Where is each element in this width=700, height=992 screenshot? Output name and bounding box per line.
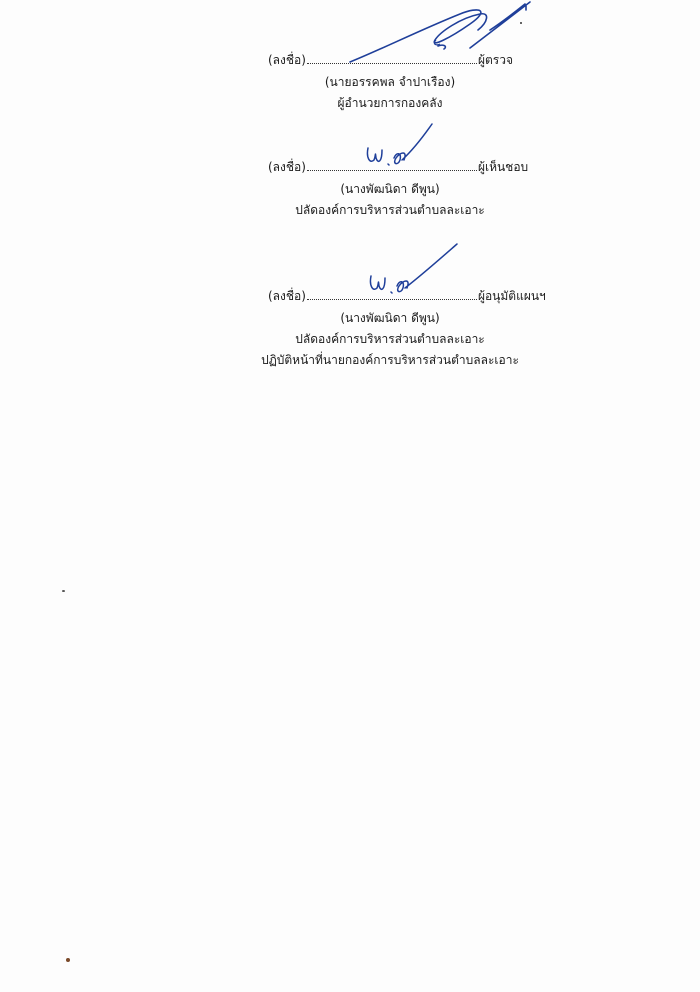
sign-prefix: (ลงชื่อ) xyxy=(268,289,306,303)
signer-role: ผู้ตรวจ xyxy=(477,53,513,67)
signer-name: (นายอรรคพล จำปาเรือง) xyxy=(324,75,456,89)
signer-position: ผู้อำนวยการกองคลัง xyxy=(337,96,443,110)
scan-speck xyxy=(62,590,65,592)
scan-speck xyxy=(520,22,522,24)
dotted-signature-line xyxy=(307,289,477,300)
signer-role: ผู้เห็นชอบ xyxy=(477,160,529,174)
dotted-signature-line xyxy=(307,53,477,64)
signer-role: ผู้อนุมัติแผนฯ xyxy=(477,289,546,303)
scan-speck xyxy=(66,958,70,962)
signer-position: ปลัดองค์การบริหารส่วนตำบลละเอาะ xyxy=(295,203,485,217)
signature-line xyxy=(268,157,528,177)
dotted-signature-line xyxy=(307,160,477,171)
sign-prefix: (ลงชื่อ) xyxy=(268,160,306,174)
signer-name: (นางพัฒนิดา ดีพูน) xyxy=(340,182,440,196)
signature-line xyxy=(268,50,513,70)
signer-position-acting: ปฏิบัติหน้าที่นายกองค์การบริหารส่วนตำบลละเอาะ xyxy=(261,353,519,367)
sign-prefix: (ลงชื่อ) xyxy=(268,53,306,67)
signature-line xyxy=(268,286,546,306)
signer-position: ปลัดองค์การบริหารส่วนตำบลละเอาะ xyxy=(295,332,485,346)
signer-name: (นางพัฒนิดา ดีพูน) xyxy=(340,311,440,325)
